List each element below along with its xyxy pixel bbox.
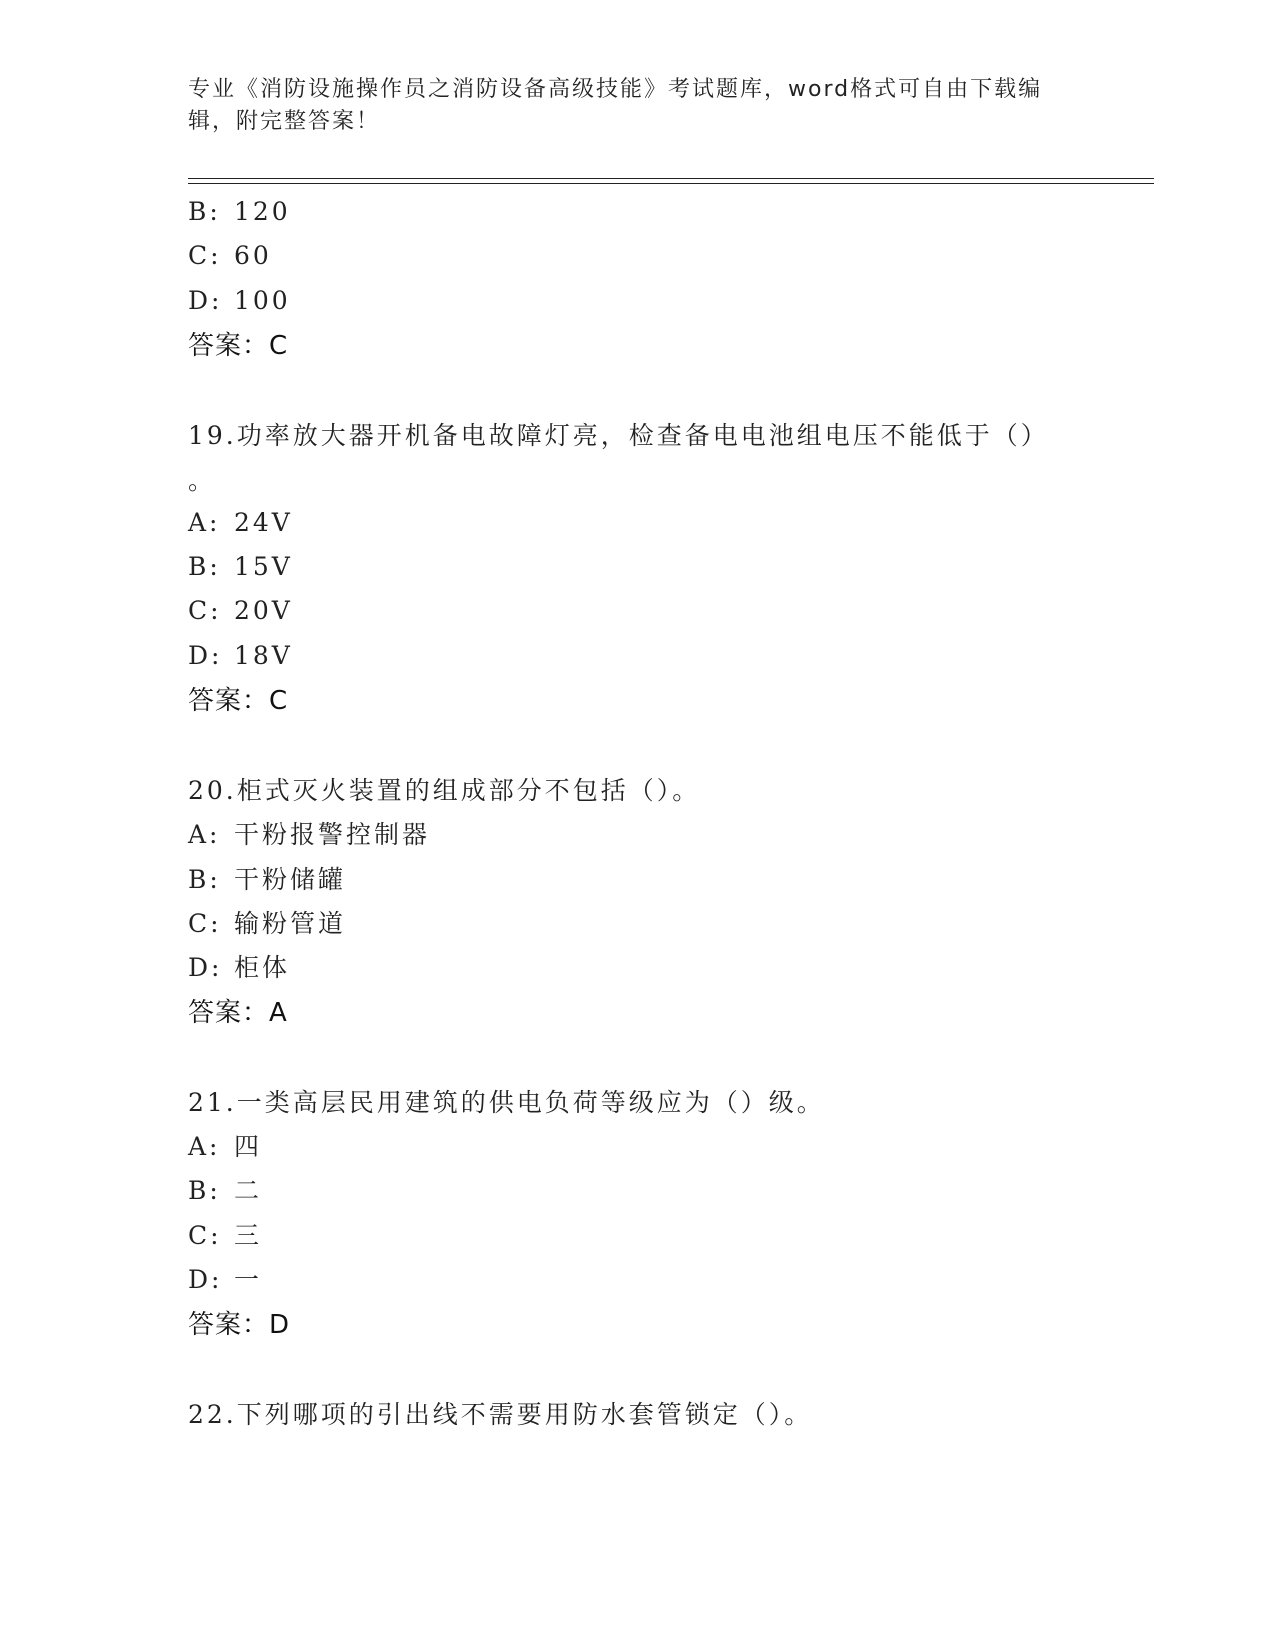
option-text: 输粉管道: [234, 909, 347, 938]
option-line: [188, 1131, 262, 1163]
option-letter: C:: [188, 1221, 222, 1250]
option-line: [188, 285, 291, 317]
option-letter: C:: [188, 596, 222, 625]
option-letter: B:: [188, 197, 221, 226]
option-line: [188, 507, 293, 539]
option-letter: C:: [188, 909, 222, 938]
option-text: 15V: [234, 552, 293, 581]
option-line: [188, 1220, 262, 1252]
option-text: 干粉储罐: [234, 865, 347, 894]
question-stem: 21.一类高层民用建筑的供电负荷等级应为（）级。: [188, 1088, 825, 1117]
option-letter: A:: [188, 1132, 221, 1161]
answer-line: 答案：C: [188, 331, 289, 361]
option-letter: A:: [188, 508, 221, 537]
option-letter: B:: [188, 1176, 221, 1205]
question-stem: 22.下列哪项的引出线不需要用防水套管锁定（）。: [188, 1400, 813, 1429]
option-text: 一: [234, 1265, 263, 1294]
option-letter: D:: [188, 1265, 223, 1294]
option-letter: B:: [188, 552, 221, 581]
question-stem: 19.功率放大器开机备电故障灯亮，检查备电电池组电压不能低于（）: [188, 421, 1049, 450]
option-text: 120: [234, 197, 291, 226]
option-letter: D:: [188, 953, 223, 982]
header-rule-bottom: [188, 183, 1154, 184]
option-line: [188, 864, 346, 896]
header-rule-top: [188, 178, 1154, 179]
option-line: [188, 551, 293, 583]
question-stem: 20.柜式灭火装置的组成部分不包括（）。: [188, 776, 701, 805]
answer-line: 答案：A: [188, 998, 288, 1028]
option-text: 三: [234, 1221, 263, 1250]
option-text: 100: [234, 286, 291, 315]
option-line: [188, 908, 346, 940]
option-letter: D:: [188, 641, 223, 670]
option-line: [188, 1264, 262, 1296]
option-line: [188, 595, 293, 627]
option-letter: A:: [188, 820, 221, 849]
option-line: [188, 819, 430, 851]
option-text: 二: [234, 1176, 263, 1205]
option-line: [188, 640, 293, 672]
option-text: 柜体: [234, 953, 291, 982]
option-letter: D:: [188, 286, 223, 315]
option-text: 60: [234, 241, 272, 270]
option-line: [188, 1175, 262, 1207]
option-letter: B:: [188, 865, 221, 894]
option-letter: C:: [188, 241, 222, 270]
option-line: [188, 196, 291, 228]
option-text: 18V: [234, 641, 293, 670]
document-header: 专业《消防设施操作员之消防设备高级技能》考试题库，word格式可自由下载编辑，附完整答案！: [188, 77, 1043, 134]
option-text: 干粉报警控制器: [234, 820, 431, 849]
option-line: [188, 240, 272, 272]
question-stem-continuation: 。: [188, 466, 217, 495]
option-text: 四: [234, 1132, 263, 1161]
option-text: 20V: [234, 596, 293, 625]
answer-line: 答案：C: [188, 686, 289, 716]
option-line: [188, 952, 290, 984]
answer-line: 答案：D: [188, 1310, 291, 1340]
option-text: 24V: [234, 508, 293, 537]
